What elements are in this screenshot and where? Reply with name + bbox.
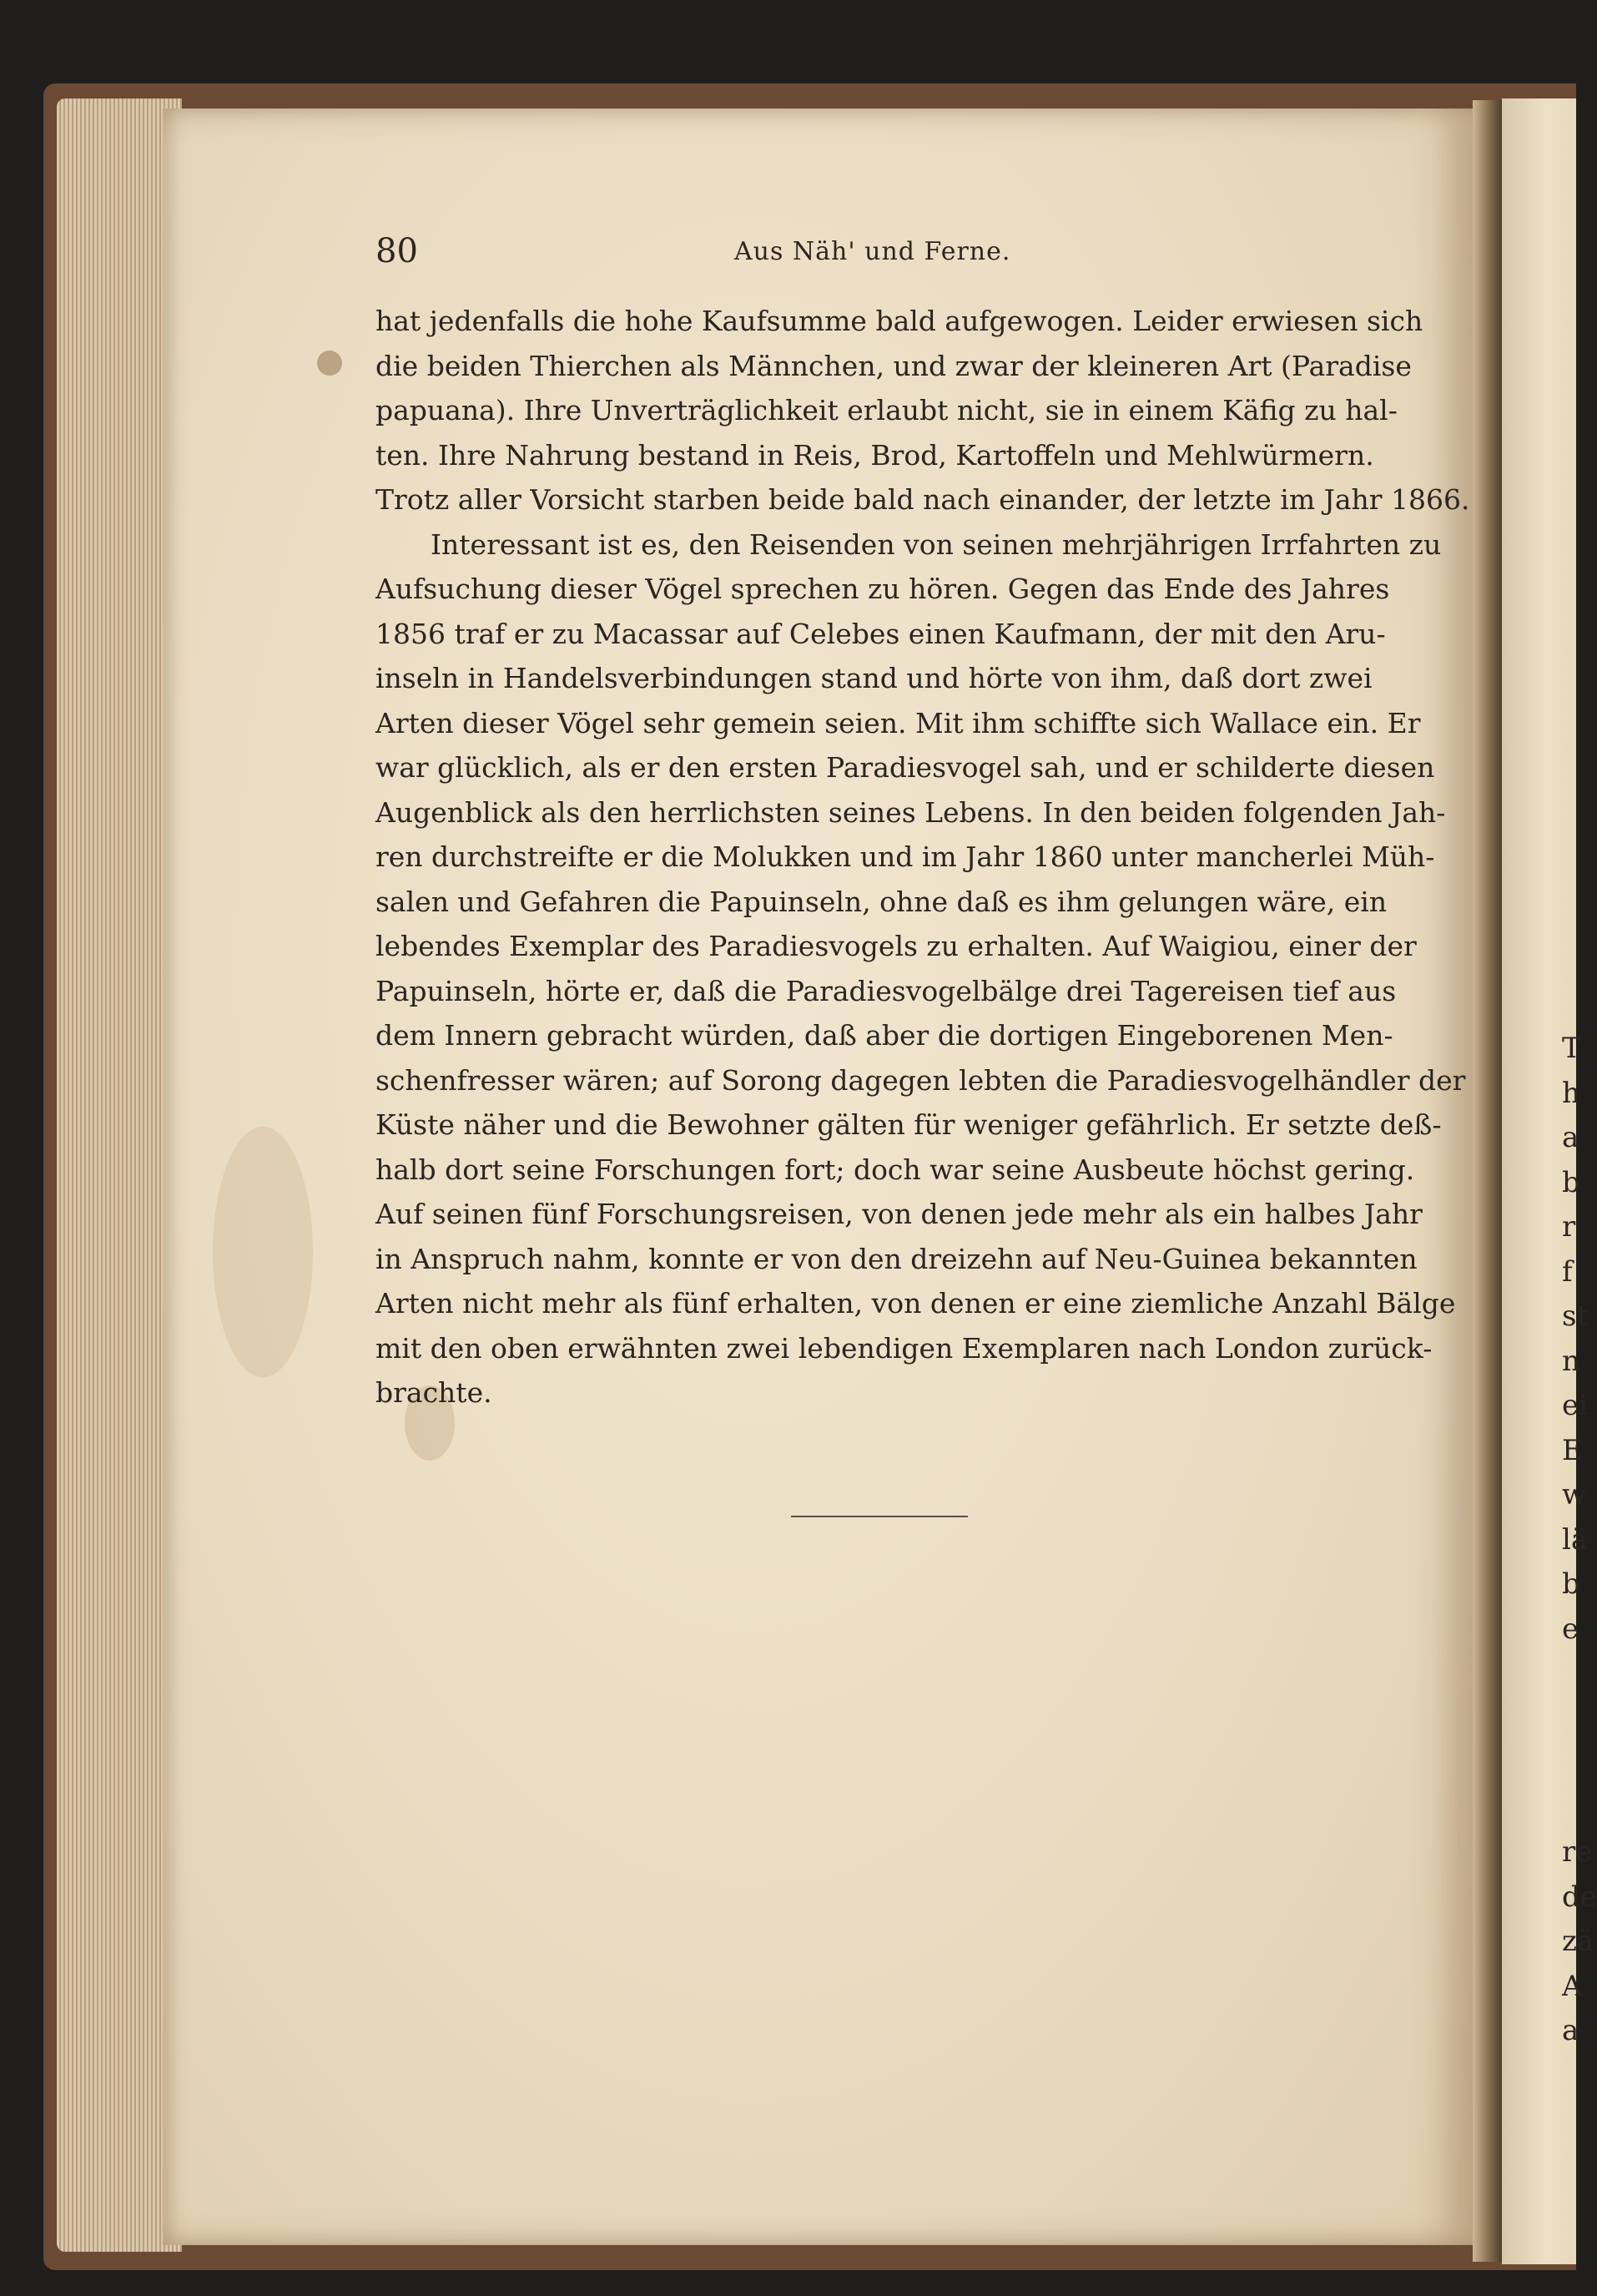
text-line: dem Innern gebracht würden, daß aber die dortigen Eingeborenen Men- [375,1019,1393,1052]
facing-text-fragment: ei [1562,1389,1588,1422]
text-line: salen und Gefahren die Papuinseln, ohne daß es ihm gelungen wäre, ein [375,885,1388,918]
facing-text-fragment: n [1562,1344,1580,1378]
text-line: Interessant ist es, den Reisenden von seinen mehrjährigen Irrfahrten zu [431,527,1442,561]
facing-text-fragment [1562,1652,1576,1697]
text-line: ren durchstreifte er die Molukken und im Jahr 1860 unter mancherlei Müh- [375,840,1435,873]
text-line: Arten nicht mehr als fünf erhalten, von denen er eine ziemliche Anzahl Bälge [375,1287,1456,1320]
book-gutter [1473,100,1506,2262]
facing-text-fragment: a [1562,1121,1579,1154]
text-line: Aufsuchung dieser Vögel sprechen zu hören. Gegen das Ende des Jahres [375,573,1390,605]
text-line: Arten dieser Vögel sehr gemein seien. Mit ihm schiffte sich Wallace ein. Er [375,706,1421,739]
text-line: ten. Ihre Nahrung bestand in Reis, Brod, Kartoffeln und Mehlwürmern. [375,438,1374,472]
text-line: 1856 traf er zu Macassar auf Celebes einen Kaufmann, der mit den Aru- [375,617,1386,650]
text-line: schenfresser wären; auf Sorong dagegen lebten die Paradiesvogelhändler der [375,1063,1466,1097]
text-line: die beiden Thierchen als Männchen, und zwar der kleineren Art (Paradise [375,349,1412,382]
text-line: inseln in Handelsverbindungen stand und hörte von ihm, daß dort zwei [375,662,1373,694]
text-line: papuana). Ihre Unverträglichkeit erlaubt nicht, sie in einem Käfig zu hal- [375,394,1398,426]
facing-text-fragment: r [1562,1210,1576,1244]
facing-text-fragment: h [1562,1076,1580,1110]
facing-text-fragment: f [1562,1254,1573,1289]
stain [213,1127,313,1377]
text-line: Augenblick als den herrlichsten seines Lebens. In den beiden folgenden Jah- [375,795,1446,829]
facing-text-fragment: re [1562,1835,1593,1869]
page-number: 80 [375,232,418,270]
text-line: war glücklich, als er den ersten Paradiesvogel sah, und er schilderte diesen [375,751,1435,784]
text-line: lebendes Exemplar des Paradiesvogels zu erhalten. Auf Waigiou, einer der [375,930,1417,962]
facing-text-fragment [1562,1786,1576,1831]
text-line: in Anspruch nahm, konnte er von den dreizehn auf Neu-Guinea bekannten [375,1242,1418,1275]
text-line: brachte. [375,1376,492,1409]
facing-text-fragment: a [1562,2014,1579,2047]
facing-page-text [1562,1027,1597,2054]
page-header [375,232,1368,282]
facing-text-fragment: de [1562,1880,1597,1914]
facing-text-fragment: w [1562,1478,1587,1511]
stain [317,351,342,376]
facing-text-fragment: st [1562,1299,1589,1333]
text-line: halb dort seine Forschungen fort; doch war seine Ausbeute höchst gering. [375,1153,1415,1186]
facing-text-fragment [1562,1741,1576,1786]
text-line: Trotz aller Vorsicht starben beide bald nach einander, der letzte im Jahr 1866. [375,483,1470,516]
facing-text-fragment: A [1562,1969,1583,2003]
running-head: Aus Näh' und Ferne. [734,237,1011,266]
text-line: hat jedenfalls die hohe Kaufsumme bald aufgewogen. Leider erwiesen sich [375,305,1423,337]
facing-text-fragment: T [1562,1032,1581,1065]
facing-text-fragment: E [1562,1433,1583,1467]
facing-text-fragment: b [1562,1567,1580,1601]
text-line: Küste näher und die Bewohner gälten für weniger gefährlich. Er setzte deß- [375,1108,1442,1141]
text-line: mit den oben erwähnten zwei lebendigen Exemplaren nach London zurück- [375,1331,1433,1365]
text-line: Auf seinen fünf Forschungsreisen, von denen jede mehr als ein halbes Jahr [375,1198,1423,1230]
body-text [375,299,1470,1415]
end-rule [791,1516,968,1517]
facing-text-fragment: b [1562,1165,1580,1199]
facing-text-fragment: e [1562,1612,1579,1646]
facing-text-fragment [1562,1697,1576,1742]
text-line: Papuinseln, hörte er, daß die Paradiesvogelbälge drei Tagereisen tief aus [375,974,1397,1007]
facing-text-fragment: lä [1562,1522,1589,1557]
facing-text-fragment: zä [1562,1925,1594,1958]
